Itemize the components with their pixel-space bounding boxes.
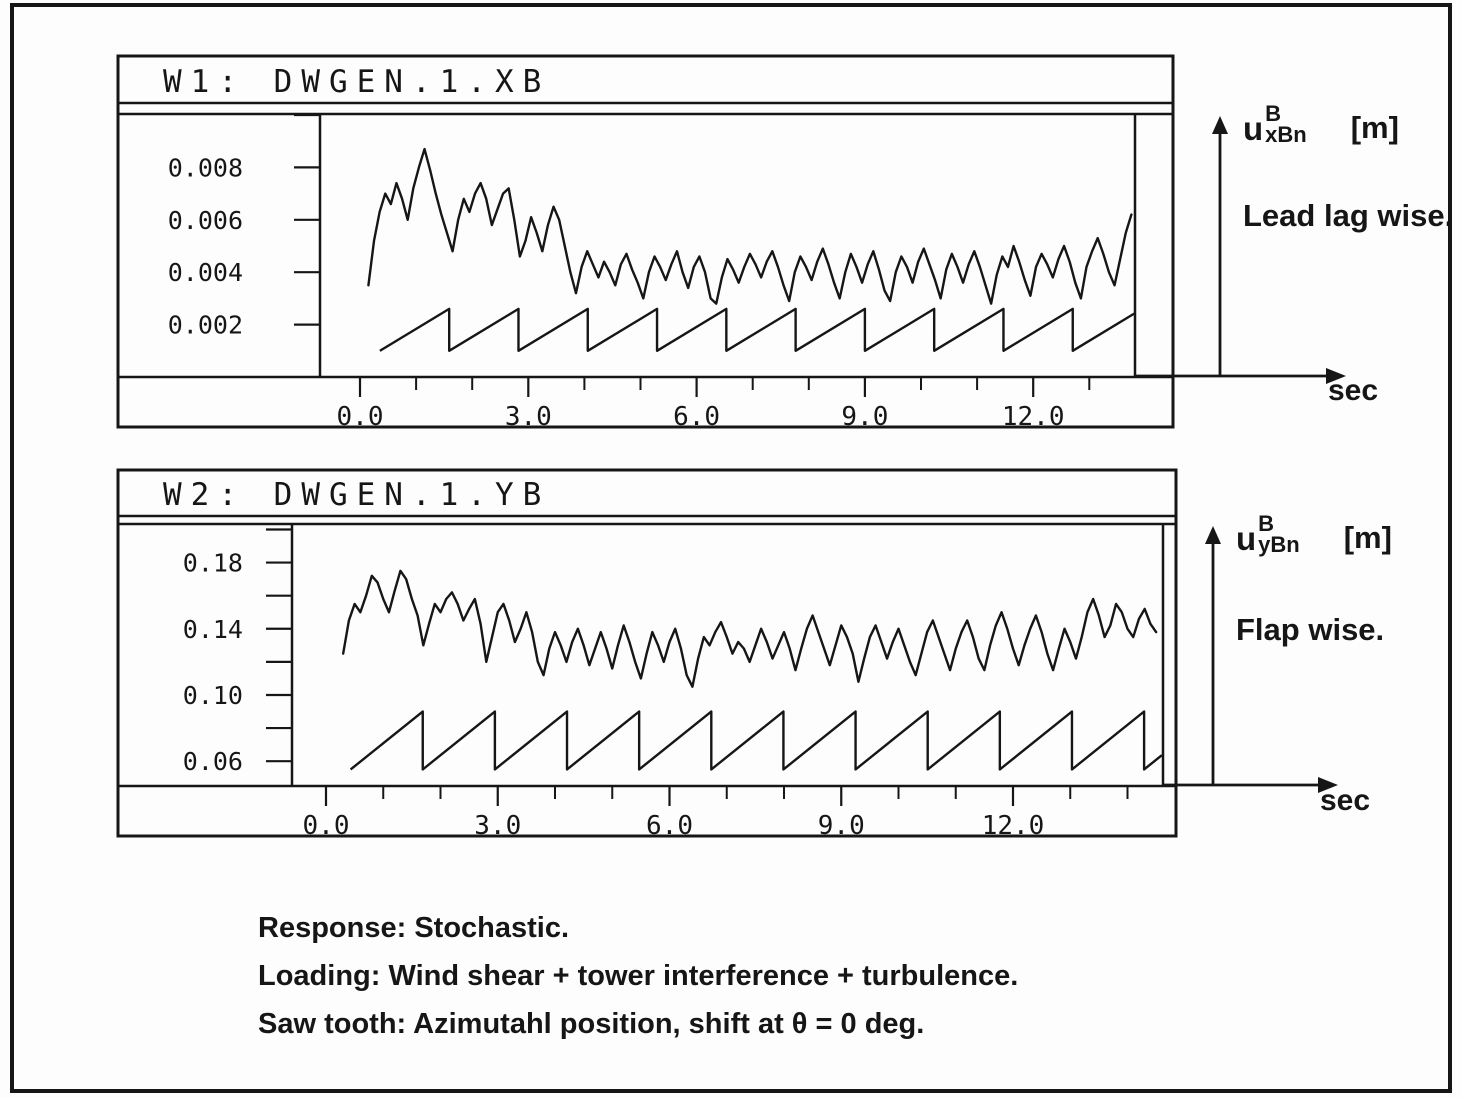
panel1-x-axis-unit: sec — [1328, 374, 1379, 407]
window2-title: W2: DWGEN.1.YB — [163, 477, 551, 513]
panel1-ylabel-scripts: B xBn — [1265, 101, 1307, 147]
svg-text:0.18: 0.18 — [182, 548, 243, 578]
svg-text:0.002: 0.002 — [167, 310, 243, 340]
svg-text:0.0: 0.0 — [336, 402, 384, 432]
panel2-ylabel-scripts: B yBn — [1258, 511, 1300, 557]
svg-text:9.0: 9.0 — [817, 811, 865, 841]
caption-line-response: Response: Stochastic. — [258, 912, 570, 944]
svg-text:9.0: 9.0 — [841, 402, 889, 432]
panel2-direction-label: Flap wise. — [1236, 612, 1385, 647]
caption-line-loading: Loading: Wind shear + tower interference + turbulence. — [258, 960, 1019, 992]
caption-line-sawtooth: Saw tooth: Azimutahl position, shift at θ = 0 deg. — [258, 1008, 925, 1040]
panel1-ylabel-variable: u — [1243, 110, 1264, 147]
figure-caption — [258, 904, 1018, 1048]
svg-text:3.0: 3.0 — [474, 811, 522, 841]
svg-text:6.0: 6.0 — [646, 811, 693, 841]
panel-2-flap-response-curve — [343, 571, 1156, 687]
panel1-y-axis-label — [1243, 101, 1399, 154]
window1-title: W1: DWGEN.1.XB — [163, 64, 551, 100]
svg-text:0.10: 0.10 — [182, 680, 243, 710]
svg-text:0.06: 0.06 — [182, 747, 243, 777]
svg-text:3.0: 3.0 — [504, 402, 552, 432]
svg-text:12.0: 12.0 — [1001, 402, 1065, 432]
panel-2-azimuth-sawtooth-curve — [351, 712, 1162, 770]
panel1-ylabel-unit: [m] — [1350, 110, 1399, 145]
y-axis-arrowhead — [1212, 116, 1228, 134]
panel-1-art — [118, 56, 1346, 432]
panel2-ylabel-variable: u — [1236, 520, 1257, 557]
panel-1-azimuth-sawtooth-curve — [380, 309, 1134, 351]
panel2-ylabel-unit: [m] — [1343, 520, 1392, 555]
svg-text:0.0: 0.0 — [302, 811, 350, 841]
svg-text:0.14: 0.14 — [182, 614, 243, 644]
svg-text:0.004: 0.004 — [167, 258, 243, 288]
svg-text:0.006: 0.006 — [167, 205, 243, 235]
panel2-y-axis-label — [1236, 511, 1392, 564]
panel2-x-axis-unit: sec — [1320, 784, 1371, 817]
panel-1-lead-lag-response-curve — [368, 149, 1131, 304]
svg-text:6.0: 6.0 — [673, 402, 721, 432]
svg-text:0.008: 0.008 — [167, 153, 243, 183]
y-axis-arrowhead — [1205, 526, 1221, 544]
panel1-direction-label: Lead lag wise. — [1243, 198, 1454, 233]
panel-2-art — [118, 470, 1338, 841]
svg-text:12.0: 12.0 — [981, 811, 1045, 841]
